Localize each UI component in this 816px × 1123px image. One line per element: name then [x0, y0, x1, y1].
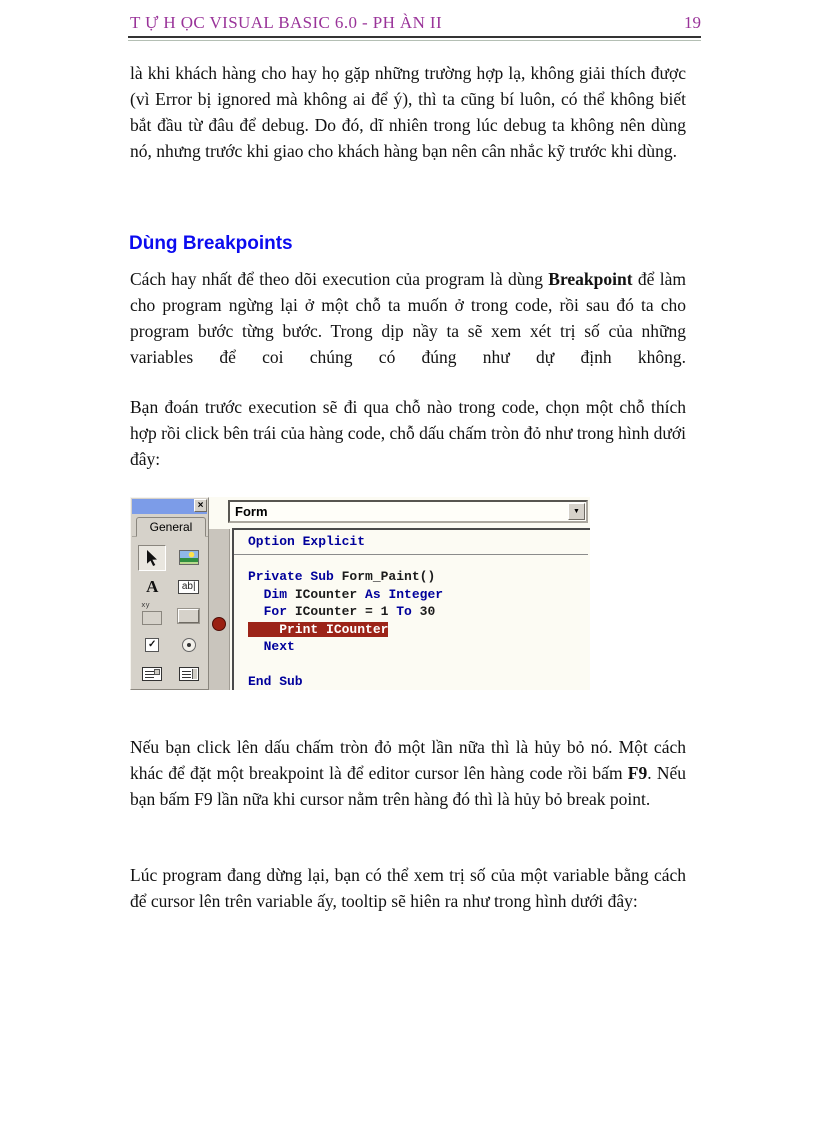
combobox-icon[interactable]	[139, 662, 165, 686]
paragraph-1: là khi khách hàng cho hay họ gặp những trường hợp lạ, không giải thích được (vì Error bị ignored mà không ai để ý), thì ta cũng bí luôn, có thể không biết bắt đầu từ đâu để debug. Do đó, dĩ nhiên trong lúc debug ta không nên dùng nó, nhưng trước khi giao cho khách hàng bạn nên cân nhắc kỹ trước khi dùng.	[130, 63, 686, 161]
section-heading: Dùng Breakpoints	[129, 233, 293, 254]
page-header	[128, 11, 701, 38]
commandbutton-icon[interactable]	[176, 604, 202, 628]
code-line[interactable]	[248, 656, 590, 674]
code-window-border	[232, 528, 590, 530]
code-line[interactable]: Dim ICounter As Integer	[263, 586, 444, 602]
paragraph-5: Lúc program đang dừng lại, bạn có thể xem trị số của một variable bằng cách để cursor lên trên variable ấy, tooltip sẽ hiên ra như trong hình dưới đây:	[130, 865, 686, 911]
paragraph-4: Nếu bạn click lên dấu chấm tròn đỏ một lần nữa thì là hủy bỏ nó. Một cách khác để đặt một breakpoint là để editor cursor lên hàng code rồi bấm F9. Nếu bạn bấm F9 lần nữa khi cursor nằm trên hàng đó thì là hủy bỏ break point.	[130, 737, 687, 809]
code-editor[interactable]	[234, 533, 590, 691]
picturebox-icon[interactable]	[176, 546, 202, 570]
page-number: 19	[684, 13, 701, 32]
chevron-down-icon[interactable]: ▼	[568, 503, 585, 520]
toolbox-tab-general[interactable]: General	[136, 517, 206, 537]
declarations-separator	[234, 554, 588, 555]
code-line[interactable]: Private Sub Form_Paint()	[248, 569, 436, 584]
object-dropdown-value: Form	[235, 504, 268, 519]
toolbox-panel	[130, 497, 209, 690]
textbox-icon[interactable]: ab|	[176, 575, 202, 599]
code-margin-bar[interactable]	[209, 529, 230, 690]
object-dropdown[interactable]	[228, 500, 588, 523]
pointer-icon[interactable]	[138, 545, 166, 571]
optionbutton-icon[interactable]	[176, 633, 202, 657]
close-icon[interactable]: ×	[194, 499, 207, 512]
toolbox-grid	[134, 543, 207, 689]
breakpoint-dot-icon[interactable]	[212, 617, 226, 631]
paragraph-2: Cách hay nhất để theo dõi execution của program là dùng Breakpoint để làm cho program ngừng lại ở một chỗ ta muốn ở trong code, rồi sau đó ta cho program bước từng bước. Trong dịp nầy ta sẽ xem xét trị số của những variables để coi chúng có đúng như dự định không.	[130, 269, 686, 367]
code-line[interactable]: For ICounter = 1 To 30	[263, 604, 436, 619]
header-title: T Ự H ỌC VISUAL BASIC 6.0 - PH ÀN II	[130, 13, 443, 32]
paragraph-3: Bạn đoán trước execution sẽ đi qua chỗ nào trong code, chọn một chỗ thích hợp rồi click bên trái của hàng code, chỗ dấu chấm tròn đỏ như trong hình dưới đây:	[130, 397, 687, 469]
listbox-icon[interactable]	[176, 662, 202, 686]
code-line[interactable]: Option Explicit	[248, 534, 366, 549]
code-line[interactable]: Next	[263, 639, 295, 654]
checkbox-icon[interactable]: ✓	[139, 633, 165, 657]
code-line[interactable]: End Sub	[248, 674, 303, 689]
vb-ide-figure	[130, 497, 590, 690]
label-icon[interactable]: A	[146, 577, 159, 596]
code-line-breakpoint[interactable]: Print ICounter	[248, 621, 389, 637]
frame-icon[interactable]: xy	[139, 604, 165, 628]
